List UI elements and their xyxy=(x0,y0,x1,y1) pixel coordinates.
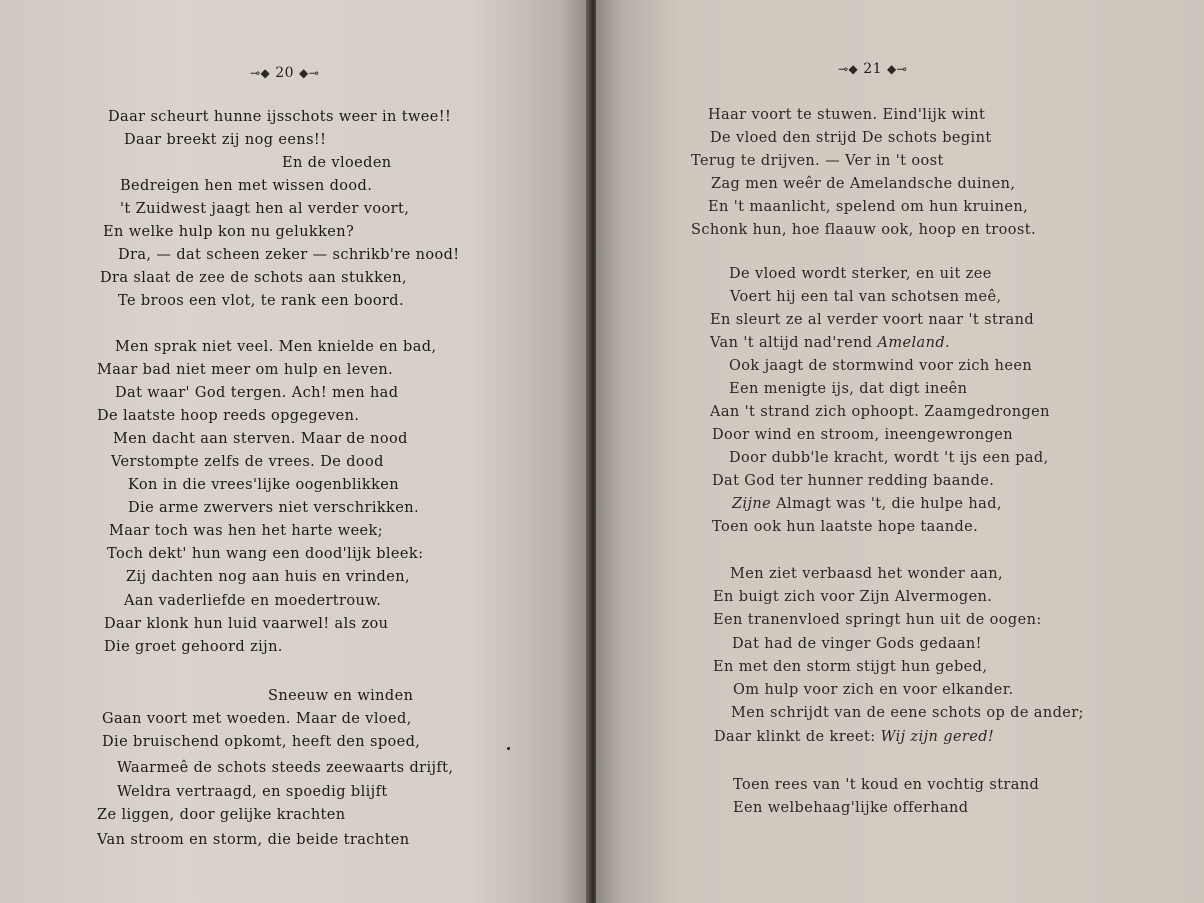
verse-line: Daar scheurt hunne ijsschots weer in twee!! xyxy=(108,109,452,125)
verse-line: Een tranenvloed springt hun uit de oogen: xyxy=(713,612,1042,628)
verse-line: Dra slaat de zee de schots aan stukken, xyxy=(100,270,408,286)
verse-line: Toch dekt' hun wang een dood'lijk bleek: xyxy=(107,546,424,562)
left-page xyxy=(0,0,590,903)
verse-line: Van 't altijd nad'rend Ameland. xyxy=(710,335,951,351)
verse-line: Die bruischend opkomt, heeft den spoed, xyxy=(102,734,421,750)
verse-line: Dat God ter hunner redding baande. xyxy=(712,473,995,489)
verse-line: Ook jaagt de stormwind voor zich heen xyxy=(729,358,1033,374)
verse-line: Men dacht aan sterven. Maar de nood xyxy=(113,431,408,447)
verse-line: Verstompte zelfs de vrees. De dood xyxy=(111,454,384,470)
verse-line: Men ziet verbaasd het wonder aan, xyxy=(730,566,1003,582)
verse-line: Men schrijdt van de eene schots op de ander; xyxy=(731,705,1084,721)
verse-line: Weldra vertraagd, en spoedig blijft xyxy=(117,784,388,800)
verse-line: Een menigte ijs, dat digt ineên xyxy=(729,381,968,397)
verse-line: Dat waar' God tergen. Ach! men had xyxy=(115,385,399,401)
verse-line: De laatste hoop reeds opgegeven. xyxy=(97,408,360,424)
verse-line: Terug te drijven. — Ver in 't oost xyxy=(691,153,944,169)
verse-line: Aan vaderliefde en moedertrouw. xyxy=(124,593,382,609)
verse-line: En buigt zich voor Zijn Alvermogen. xyxy=(713,589,993,605)
emphasis-zijne: Zijne xyxy=(732,496,772,512)
verse-line: Ze liggen, door gelijke krachten xyxy=(97,807,346,823)
verse-line: Daar klinkt de kreet: Wij zijn gered! xyxy=(714,729,995,745)
verse-line: Dra, — dat scheen zeker — schrikb're nood! xyxy=(118,247,460,263)
page-number-21: ⊸◆ 21 ◆⊸ xyxy=(838,61,908,77)
exclamation-wij-zijn-gered: Wij zijn gered! xyxy=(880,729,995,745)
verse-line: Om hulp voor zich en voor elkander. xyxy=(733,682,1014,698)
verse-line: Voert hij een tal van schotsen meê, xyxy=(730,289,1002,305)
verse-line: Die arme zwervers niet verschrikken. xyxy=(128,500,419,516)
page-number-20: ⊸◆ 20 ◆⊸ xyxy=(250,65,320,81)
ornament-right-icon: ◆⊸ xyxy=(299,66,320,80)
verse-line: Door dubb'le kracht, wordt 't ijs een pad, xyxy=(729,450,1049,466)
ornament-left-icon: ⊸◆ xyxy=(250,66,271,80)
ornament-left-icon: ⊸◆ xyxy=(838,62,859,76)
verse-line: Een welbehaag'lijke offerhand xyxy=(733,800,969,816)
verse-line: De vloed den strijd De schots begint xyxy=(710,130,992,146)
verse-line: Zijne Almagt was 't, die hulpe had, xyxy=(732,496,1002,512)
verse-line: Aan 't strand zich ophoopt. Zaamgedrongen xyxy=(710,404,1050,420)
verse-line: En welke hulp kon nu gelukken? xyxy=(103,224,355,240)
verse-line: Schonk hun, hoe flaauw ook, hoop en troost. xyxy=(691,222,1036,238)
verse-line: Dat had de vinger Gods gedaan! xyxy=(732,636,982,652)
verse-line: Kon in die vrees'lijke oogenblikken xyxy=(128,477,399,493)
verse-line: Men sprak niet veel. Men knielde en bad, xyxy=(115,339,437,355)
verse-line: Zij dachten nog aan huis en vrinden, xyxy=(126,569,410,585)
verse-line: Te broos een vlot, te rank een boord. xyxy=(118,293,404,309)
verse-line: Maar toch was hen het harte week; xyxy=(109,523,384,539)
verse-line: Daar klonk hun luid vaarwel! als zou xyxy=(104,616,389,632)
verse-line: Sneeuw en winden xyxy=(268,688,414,704)
verse-line: Toen ook hun laatste hope taande. xyxy=(712,519,979,535)
verse-line: En met den storm stijgt hun gebed, xyxy=(713,659,988,675)
verse-line: Toen rees van 't koud en vochtig strand xyxy=(733,777,1040,793)
verse-line: Gaan voort met woeden. Maar de vloed, xyxy=(102,711,412,727)
verse-line: Waarmeê de schots steeds zeewaarts drijft, xyxy=(117,760,454,776)
ornament-right-icon: ◆⊸ xyxy=(887,62,908,76)
verse-line: Maar bad niet meer om hulp en leven. xyxy=(97,362,394,378)
right-page xyxy=(596,0,1204,903)
ink-speck xyxy=(507,747,510,750)
verse-line: Daar breekt zij nog eens!! xyxy=(124,132,327,148)
verse-line: Bedreigen hen met wissen dood. xyxy=(120,178,373,194)
verse-line: Haar voort te stuwen. Eind'lijk wint xyxy=(708,107,986,123)
verse-line: 't Zuidwest jaagt hen al verder voort, xyxy=(120,201,410,217)
verse-line: Van stroom en storm, die beide trachten xyxy=(97,832,410,848)
verse-line: En sleurt ze al verder voort naar 't strand xyxy=(710,312,1035,328)
verse-line: Zag men weêr de Amelandsche duinen, xyxy=(711,176,1016,192)
verse-line: En 't maanlicht, spelend om hun kruinen, xyxy=(708,199,1029,215)
verse-line: Door wind en stroom, ineengewrongen xyxy=(712,427,1014,443)
verse-line: Die groet gehoord zijn. xyxy=(104,639,283,655)
place-name-ameland: Ameland. xyxy=(877,335,951,351)
verse-line: De vloed wordt sterker, en uit zee xyxy=(729,266,992,282)
verse-line: En de vloeden xyxy=(282,155,392,171)
